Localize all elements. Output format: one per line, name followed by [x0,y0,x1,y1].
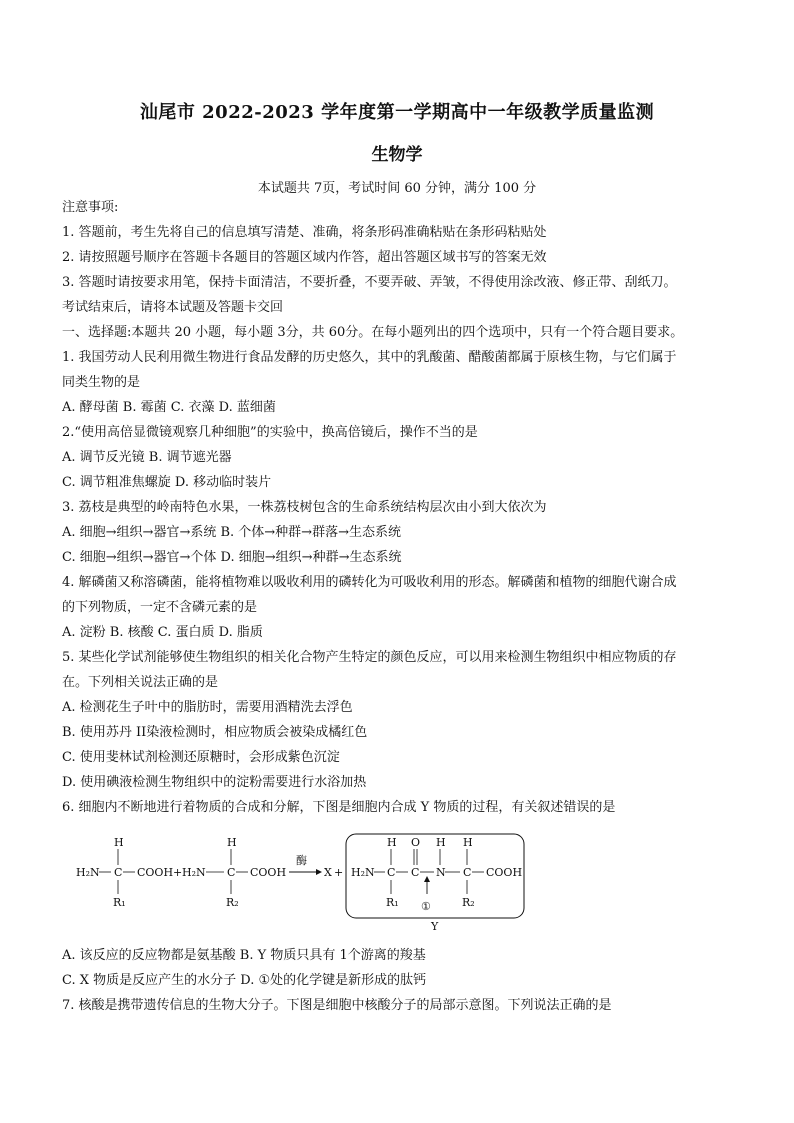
section-heading: 一、选择题:本题共 20 小题，每小题 3分，共 60分。在每小题列出的四个选项中，只有一个符合题目要求。 [62,325,684,340]
note-item-3: 3. 答题时请按要求用笔，保持卡面清洁，不要折叠，不要弄破、弄皱，不得使用涂改液、修正带、刮纸刀。 [62,275,677,290]
q1-stem-line2: 同类生物的是 [62,375,141,390]
q3-stem: 3. 荔枝是典型的岭南特色水果，一株荔枝树包含的生命系统结构层次由小到大依次为 [62,500,547,515]
q2-options-cd: C. 调节粗准焦螺旋 D. 移动临时装片 [62,475,272,490]
enzyme-label: 酶 [296,854,307,867]
subject-title: 生物学 [371,145,423,165]
dipeptide-c2: C [411,866,420,879]
peptide-reaction-diagram [70,832,530,932]
q7-stem: 7. 核酸是携带遗传信息的生物大分子。下图是细胞中核酸分子的局部示意图。下列说法正确的是 [62,998,612,1013]
q4-stem-line2: 的下列物质，一定不含磷元素的是 [62,600,258,615]
q4-stem-line1: 4. 解磷菌又称溶磷菌，能将植物难以吸收利用的磷转化为可吸收利用的形态。解磷菌和植物的细胞代谢合成 [62,575,677,590]
q5-stem-line1: 5. 某些化学试剂能够使生物组织的相关化合物产生特定的颜色反应，可以用来检测生物组织中相应物质的存 [62,650,677,665]
notes-heading: 注意事项: [62,200,119,215]
note-item-1: 1. 答题前，考生先将自己的信息填写清楚、准确，将条形码准确粘贴在条形码粘贴处 [62,225,547,240]
q2-options-ab: A. 调节反光镜 B. 调节遮光器 [62,450,232,465]
q5-option-c: C. 使用斐林试剂检测还原糖时，会形成紫色沉淀 [62,750,340,765]
q6-options-ab: A. 该反应的反应物都是氨基酸 B. Y 物质只具有 1个游离的羧基 [62,948,426,963]
q6-stem: 6. 细胞内不断地进行着物质的合成和分解，下图是细胞内合成 Y 物质的过程，有关叙述错误的是 [62,800,616,815]
page-title: 汕尾市 2022-2023 学年度第一学期高中一年级教学质量监测 [139,102,655,123]
exam-info: 本试题共 7页，考试时间 60 分钟，满分 100 分 [257,181,537,196]
aa1-c: C [114,866,123,879]
note-item-2: 2. 请按照题号顺序在答题卡各题目的答题区域内作答，超出答题区域书写的答案无效 [62,250,547,265]
plus-sign-1: + [173,866,183,879]
dipeptide-c3: C [463,866,472,879]
dipeptide-c1: C [387,866,396,879]
q3-options-ab: A. 细胞→组织→器官→系统 B. 个体→种群→群落→生态系统 [62,525,401,540]
q1-stem-line1: 1. 我国劳动人民利用微生物进行食品发酵的历史悠久，其中的乳酸菌、醋酸菌都属于原核生物，与它们属于 [62,350,677,365]
bond-marker-1: ① [421,900,431,913]
q5-option-b: B. 使用苏丹 II染液检测时，相应物质会被染成橘红色 [62,725,368,740]
dipeptide-n: N [436,866,446,879]
aa1-amino: H₂N [76,866,100,879]
product-y: Y [431,920,439,932]
q6-options-cd: C. X 物质是反应产生的水分子 D. ①处的化学键是新形成的肽钙 [62,973,427,988]
peptide-bond-arrow [424,876,430,882]
aa2-carboxyl: COOH [250,866,287,879]
aa1-r1: R₁ [113,896,126,909]
dipeptide-carboxyl: COOH [486,866,523,879]
aa2-r2: R₂ [226,896,239,909]
q5-option-a: A. 检测花生子叶中的脂肪时，需要用酒精洗去浮色 [62,700,353,715]
aa2-c: C [227,866,236,879]
dipeptide-h1: H [387,836,397,849]
aa2-h: H [227,836,237,849]
note-item-4: 考试结束后，请将本试题及答题卡交回 [62,300,284,315]
q5-option-d: D. 使用碘液检测生物组织中的淀粉需要进行水浴加热 [62,775,367,790]
dipeptide-amino: H₂N [351,866,375,879]
q3-options-cd: C. 细胞→组织→器官→个体 D. 细胞→组织→种群→生态系统 [62,550,402,565]
dipeptide-r1: R₁ [386,896,399,909]
aa2-amino: H₂N [182,866,206,879]
dipeptide-o: O [411,836,421,849]
q5-stem-line2: 在。下列相关说法正确的是 [62,675,219,690]
aa1-carboxyl: COOH [137,866,174,879]
q2-stem: 2.“使用高倍显微镜观察几种细胞”的实验中，换高倍镜后，操作不当的是 [62,425,478,440]
dipeptide-h3: H [463,836,473,849]
dipeptide-r2: R₂ [462,896,475,909]
plus-sign-2: + [334,866,344,879]
q1-options: A. 酵母菌 B. 霉菌 C. 衣藻 D. 蓝细菌 [62,400,276,415]
aa1-h: H [114,836,124,849]
dipeptide-h2: H [436,836,446,849]
product-x: X [324,866,332,879]
q4-options: A. 淀粉 B. 核酸 C. 蛋白质 D. 脂质 [62,625,263,640]
